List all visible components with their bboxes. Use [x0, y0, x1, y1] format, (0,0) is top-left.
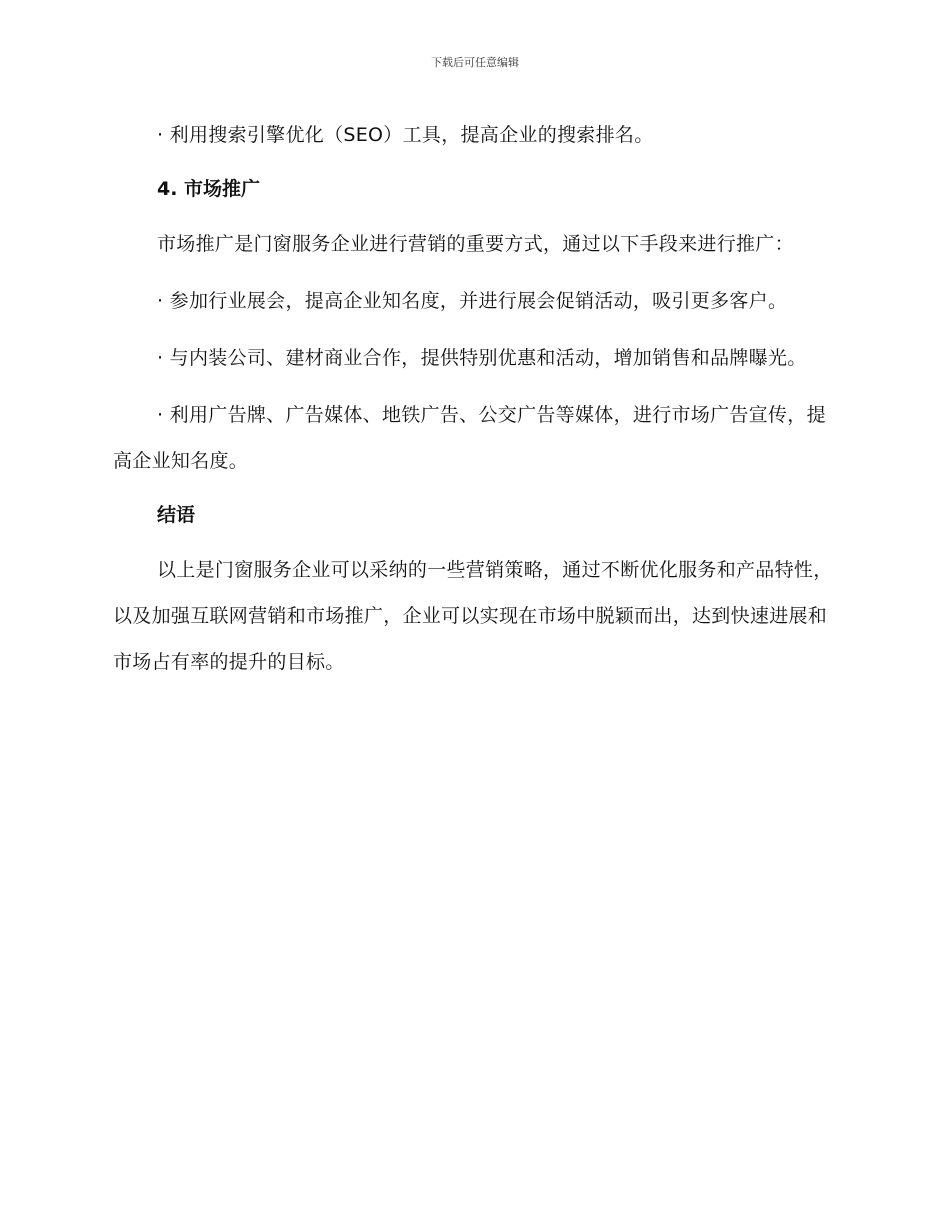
section-heading-market-promotion: 4. 市场推广	[157, 178, 261, 200]
bullet-advertising: · 利用广告牌、广告媒体、地铁广告、公交广告等媒体，进行市场广告宣传，提高企业知名度。	[113, 404, 826, 472]
section-heading-conclusion: 结语	[157, 504, 196, 526]
bullet-partnerships: · 与内装公司、建材商业合作，提供特别优惠和活动，增加销售和品牌曝光。	[157, 347, 807, 369]
bullet-seo: · 利用搜索引擎优化（SEO）工具，提高企业的搜索排名。	[157, 124, 654, 146]
bullet-trade-shows: · 参加行业展会，提高企业知名度，并进行展会促销活动，吸引更多客户。	[157, 290, 788, 312]
paragraph-market-promotion-intro: 市场推广是门窗服务企业进行营销的重要方式，通过以下手段来进行推广：	[157, 233, 794, 255]
document-body	[113, 112, 833, 696]
header-note: 下载后可任意编辑	[431, 56, 519, 69]
paragraph-conclusion: 以上是门窗服务企业可以采纳的一些营销策略，通过不断优化服务和产品特性，以及加强互联网营销和市场推广，企业可以实现在市场中脱颖而出，达到快速进展和市场占有率的提升的目标。	[113, 559, 833, 673]
